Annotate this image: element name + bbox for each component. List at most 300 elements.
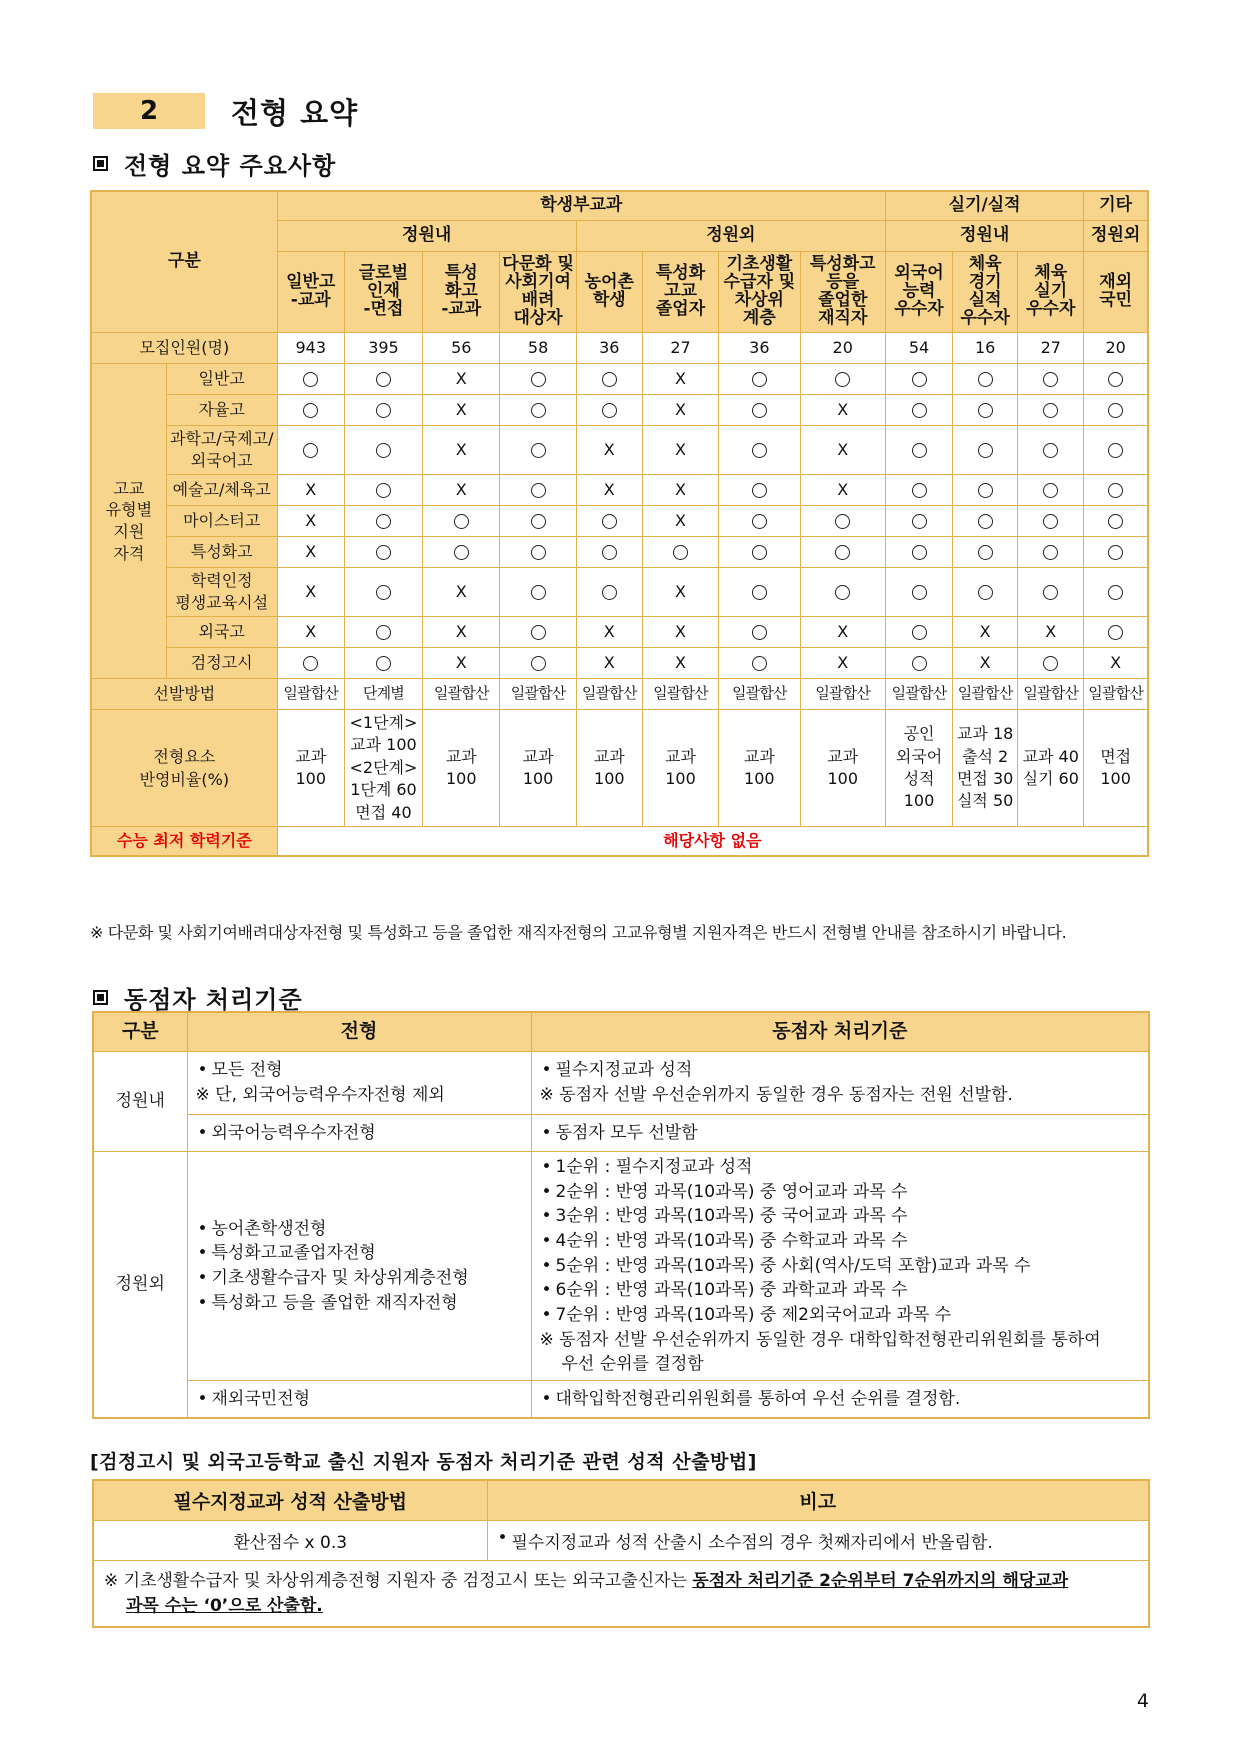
recruit-count: 27 (642, 333, 718, 364)
subheading-tiebreak-text: 동점자 처리기준 (124, 986, 303, 1014)
tiebreak-header-criteria: 동점자 처리기준 (531, 1012, 1149, 1052)
eligibility-cell (277, 648, 344, 679)
x-mark: X (603, 652, 615, 672)
cell-line: 교과 (593, 746, 625, 766)
header-quota-in: 정원내 (277, 221, 576, 252)
cell-line: -면접 (363, 298, 404, 319)
list-item: ※ 동점자 선발 우선순위까지 동일한 경우 동점자는 전원 선발함. (539, 1085, 1013, 1105)
eligibility-cell (423, 475, 500, 506)
cell-line: 능력 (902, 281, 936, 302)
calc-remark-cell (487, 1521, 1149, 1561)
cell-line: 마이스터고 (183, 511, 261, 531)
eligibility-cell (719, 648, 800, 679)
tiebreak-type-cell (187, 1052, 531, 1115)
calc-header-remark: 비고 (487, 1480, 1149, 1521)
cell-line: 면접 30 (956, 769, 1014, 788)
circle-icon (1043, 443, 1058, 458)
circle-icon (912, 625, 927, 640)
eligibility-cell (277, 537, 344, 568)
header-quota-out: 정원외 (576, 221, 885, 252)
school-type-label (166, 364, 277, 395)
cell-line: 졸업자 (655, 298, 706, 319)
cell-line: 검정고시 (190, 653, 253, 673)
x-mark: X (979, 652, 991, 672)
school-type-group-label (91, 364, 166, 679)
eligibility-cell (953, 506, 1018, 537)
eligibility-cell (500, 568, 576, 617)
square-bullet-icon (93, 990, 108, 1005)
circle-icon (531, 372, 546, 387)
circle-icon (1043, 585, 1058, 600)
eligibility-cell (1018, 475, 1084, 506)
eligibility-cell (719, 617, 800, 648)
header-track (277, 252, 344, 333)
x-mark: X (675, 621, 686, 641)
calc-method-table (92, 1479, 1150, 1628)
calc-remark: • 필수지정교과 성적 산출시 소수점의 경우 첫째자리에서 반올림함. (496, 1528, 1149, 1553)
circle-icon (1108, 403, 1123, 418)
school-type-label (166, 506, 277, 537)
circle-icon (303, 443, 318, 458)
eligibility-cell (576, 475, 642, 506)
calc-note (93, 1561, 1149, 1628)
cell-line: 특성화고 (809, 254, 876, 275)
selection-method: 일괄합산 (642, 679, 718, 710)
circle-icon (912, 483, 927, 498)
eligibility-cell (800, 537, 885, 568)
recruit-count: 58 (500, 333, 576, 364)
selection-method: 일괄합산 (719, 679, 800, 710)
circle-icon (602, 585, 617, 600)
ratio-cell (500, 710, 576, 827)
circle-icon (531, 625, 546, 640)
cell-line: 실기 (1034, 281, 1068, 302)
list-item: • 외국어능력우수자전형 (196, 1121, 523, 1146)
cell-line: 100 (295, 769, 326, 788)
cell-line: 100 (665, 769, 696, 788)
list-item: • 재외국민전형 (196, 1387, 523, 1412)
x-mark: X (305, 510, 317, 530)
eligibility-cell (719, 506, 800, 537)
eligibility-cell (719, 426, 800, 475)
cell-line: 지원 (113, 522, 145, 541)
cell-line: 유형별 (105, 500, 153, 520)
circle-icon (1108, 625, 1123, 640)
eligibility-cell (800, 364, 885, 395)
x-mark: X (675, 652, 686, 672)
eligibility-cell (1018, 568, 1084, 617)
circle-icon (912, 372, 927, 387)
x-mark: X (675, 581, 686, 601)
cell-line: 인재 (367, 281, 400, 302)
recruit-count: 54 (885, 333, 952, 364)
x-mark: X (675, 399, 686, 419)
eligibility-cell (719, 568, 800, 617)
x-mark: X (455, 581, 467, 601)
csat-label: 수능 최저 학력기준 (91, 827, 277, 857)
eligibility-cell (953, 648, 1018, 679)
cell-line: 면접 40 (355, 802, 412, 822)
x-mark: X (675, 368, 686, 388)
cell-line: 100 (594, 769, 625, 788)
circle-icon (912, 545, 927, 560)
x-mark: X (837, 399, 849, 419)
eligibility-cell (344, 364, 422, 395)
list-item: ※ 단, 외국어능력우수자전형 제외 (195, 1085, 445, 1105)
x-mark: X (603, 439, 615, 459)
circle-icon (602, 514, 617, 529)
cell-line: 공인 (903, 724, 935, 744)
cell-line: 화고 (444, 281, 478, 302)
list-item: • 농어촌학생전형 (196, 1217, 523, 1242)
page-number: 4 (1136, 1690, 1149, 1712)
cell-line: 경기 (968, 272, 1002, 293)
selection-method: 일괄합산 (423, 679, 500, 710)
list-item: • 동점자 모두 선발함 (540, 1121, 1141, 1146)
cell-line: 100 (522, 769, 554, 788)
circle-icon (303, 372, 318, 387)
cell-line: 면접 (1100, 746, 1132, 766)
recruit-count: 27 (1018, 333, 1084, 364)
eligibility-cell (423, 395, 500, 426)
circle-icon (531, 443, 546, 458)
recruit-count: 20 (800, 333, 885, 364)
x-mark: X (305, 479, 317, 499)
recruit-label: 모집인원(명) (91, 333, 277, 364)
tiebreak-header-type: 전형 (187, 1012, 531, 1052)
header-gubun: 구분 (91, 191, 277, 333)
eligibility-cell (885, 395, 952, 426)
recruit-count: 36 (719, 333, 800, 364)
eligibility-cell (1018, 426, 1084, 475)
eligibility-cell (885, 426, 952, 475)
circle-icon (752, 514, 767, 529)
circle-icon (376, 625, 391, 640)
section-title: 전형 요약 (231, 95, 359, 130)
circle-icon (752, 656, 767, 671)
recruit-count: 943 (277, 333, 344, 364)
cell-line: 교과 40 (1022, 746, 1079, 766)
recruit-count: 16 (953, 333, 1018, 364)
eligibility-cell (1018, 395, 1084, 426)
x-mark: X (675, 439, 686, 459)
eligibility-cell (953, 617, 1018, 648)
cell-line: 100 (1100, 769, 1131, 788)
eligibility-cell (885, 648, 952, 679)
eligibility-cell (500, 475, 576, 506)
eligibility-cell (277, 506, 344, 537)
ratio-cell (953, 710, 1018, 827)
header-track (1018, 252, 1084, 333)
circle-icon (1043, 545, 1058, 560)
circle-icon (303, 403, 318, 418)
eligibility-cell (642, 475, 718, 506)
circle-icon (376, 372, 391, 387)
school-type-label (166, 426, 277, 475)
eligibility-cell (642, 395, 718, 426)
cell-line: <1단계> (349, 713, 418, 733)
eligibility-cell (423, 364, 500, 395)
header-track (344, 252, 422, 333)
cell-line: 배려 (521, 290, 555, 310)
circle-icon (673, 545, 688, 560)
circle-icon (912, 585, 927, 600)
eligibility-cell (800, 506, 885, 537)
list-item: ※ 동점자 선발 우선순위까지 동일한 경우 대학입학전형관리위원회를 통하여 (539, 1329, 1101, 1350)
list-item: • 특성화고 등을 졸업한 재직자전형 (196, 1291, 523, 1316)
circle-icon (602, 372, 617, 387)
cell-line: 글로벌 (358, 263, 409, 284)
cell-line: 학생 (592, 290, 626, 310)
eligibility-cell (500, 648, 576, 679)
eligibility-cell (277, 568, 344, 617)
x-mark: X (603, 621, 615, 641)
header-track (800, 252, 885, 333)
cell-line: 교과 18 (956, 724, 1014, 744)
x-mark: X (979, 621, 991, 641)
list-item: • 필수지정교과 성적 (540, 1058, 1141, 1083)
list-item: • 대학입학전형관리위원회를 통하여 우선 순위를 결정함. (540, 1387, 1141, 1412)
eligibility-cell (800, 475, 885, 506)
eligibility-cell (500, 426, 576, 475)
cell-line: 다문화 및 (502, 254, 574, 275)
calc-note-text: ※ 기초생활수급자 및 차상위계층전형 지원자 중 검정고시 또는 외국고출신자는 (104, 1571, 693, 1591)
selection-method: 일괄합산 (800, 679, 885, 710)
circle-icon (1043, 656, 1058, 671)
eligibility-cell (576, 506, 642, 537)
x-mark: X (455, 479, 467, 499)
circle-icon (376, 514, 391, 529)
header-track (885, 252, 952, 333)
circle-icon (1108, 514, 1123, 529)
circle-icon (912, 656, 927, 671)
circle-icon (835, 372, 850, 387)
ratio-cell (719, 710, 800, 827)
cell-line: 재직자 (818, 307, 868, 328)
circle-icon (1108, 545, 1123, 560)
cell-line: 고교 (113, 478, 145, 498)
circle-icon (376, 656, 391, 671)
x-mark: X (305, 621, 317, 641)
cell-line: 100 (446, 769, 477, 788)
calc-header-method: 필수지정교과 성적 산출방법 (93, 1480, 487, 1521)
circle-icon (978, 443, 993, 458)
header-quota-in-2: 정원내 (885, 221, 1083, 252)
circle-icon (1108, 585, 1123, 600)
csat-value: 해당사항 없음 (277, 827, 1148, 857)
eligibility-cell (800, 568, 885, 617)
cell-line: 1단계 60 (350, 780, 417, 800)
x-mark: X (455, 439, 467, 459)
eligibility-cell (885, 364, 952, 395)
cell-line: 특성화 (655, 263, 706, 284)
eligibility-cell (500, 395, 576, 426)
circle-icon (303, 656, 318, 671)
tiebreak-type-cell (187, 1152, 531, 1381)
eligibility-cell (277, 426, 344, 475)
eligibility-cell (423, 568, 500, 617)
circle-icon (376, 403, 391, 418)
tiebreak-table (92, 1011, 1150, 1419)
cell-line: 실기 60 (1022, 769, 1079, 788)
circle-icon (1108, 443, 1123, 458)
eligibility-cell (344, 426, 422, 475)
cell-line: 외국어고 (190, 451, 253, 470)
cell-line: 우수자 (1026, 298, 1076, 319)
cell-line: 100 (744, 769, 775, 788)
ratio-cell (1018, 710, 1084, 827)
cell-line: 실적 (968, 290, 1002, 310)
list-item: • 모든 전형 (196, 1058, 523, 1083)
eligibility-cell (1018, 364, 1084, 395)
header-track (953, 252, 1018, 333)
eligibility-cell (800, 395, 885, 426)
ratio-cell (642, 710, 718, 827)
eligibility-cell (576, 617, 642, 648)
eligibility-cell (344, 648, 422, 679)
eligibility-cell (1084, 617, 1148, 648)
calc-method-title: [검정고시 및 외국고등학교 출신 지원자 동점자 처리기준 관련 성적 산출방법] (90, 1451, 757, 1473)
eligibility-cell (1018, 648, 1084, 679)
tiebreak-type-cell (187, 1381, 531, 1419)
eligibility-cell (344, 506, 422, 537)
cell-line: 기초생활 (726, 254, 793, 275)
circle-icon (531, 483, 546, 498)
tiebreak-criteria-cell (531, 1052, 1149, 1115)
eligibility-cell (953, 568, 1018, 617)
ratio-cell (423, 710, 500, 827)
eligibility-cell (885, 617, 952, 648)
header-track (1084, 252, 1148, 333)
eligibility-cell (1018, 537, 1084, 568)
ratio-cell (277, 710, 344, 827)
section-number: 2 (93, 93, 205, 129)
eligibility-cell (576, 426, 642, 475)
circle-icon (978, 372, 993, 387)
list-item: 우선 순위를 결정함 (561, 1354, 704, 1375)
recruit-count: 395 (344, 333, 422, 364)
eligibility-cell (953, 475, 1018, 506)
eligibility-cell (576, 568, 642, 617)
circle-icon (835, 585, 850, 600)
eligibility-cell (642, 426, 718, 475)
cell-line: 고교 (664, 281, 697, 302)
cell-line: 실적 50 (956, 791, 1014, 811)
eligibility-cell (423, 426, 500, 475)
circle-icon (752, 585, 767, 600)
eligibility-cell (953, 395, 1018, 426)
cell-line: 외국고 (198, 622, 245, 642)
x-mark: X (455, 621, 467, 641)
eligibility-cell (1084, 506, 1148, 537)
eligibility-cell (642, 617, 718, 648)
selection-method: 일괄합산 (885, 679, 952, 710)
circle-icon (531, 656, 546, 671)
cell-line: 반영비율(%) (139, 770, 230, 789)
method-label: 선발방법 (91, 679, 277, 710)
tiebreak-header-gubun: 구분 (93, 1012, 187, 1052)
cell-line: 등을 (826, 272, 860, 293)
circle-icon (454, 514, 469, 529)
cell-line: 교과 (665, 746, 696, 766)
eligibility-cell (1084, 364, 1148, 395)
eligibility-cell (344, 395, 422, 426)
subheading-summary (93, 146, 336, 181)
circle-icon (1043, 403, 1058, 418)
circle-icon (376, 545, 391, 560)
cell-line: <2단계> (349, 757, 418, 777)
x-mark: X (837, 621, 849, 641)
eligibility-cell (1084, 426, 1148, 475)
eligibility-cell (576, 364, 642, 395)
list-item: • 4순위 : 반영 과목(10과목) 중 수학교과 과목 수 (540, 1229, 1141, 1254)
list-item: • 2순위 : 반영 과목(10과목) 중 영어교과 과목 수 (540, 1180, 1141, 1205)
ratio-cell (344, 710, 422, 827)
cell-line: 계층 (742, 307, 776, 328)
x-mark: X (455, 652, 467, 672)
circle-icon (1108, 483, 1123, 498)
cell-line: 자격 (113, 543, 145, 563)
tiebreak-group-jeongwonoe: 정원외 (93, 1152, 187, 1419)
header-practical: 실기/실적 (885, 191, 1083, 221)
x-mark: X (1045, 621, 1057, 641)
school-type-label (166, 648, 277, 679)
cell-line: 특성화고 (190, 542, 253, 562)
subheading-summary-text: 전형 요약 주요사항 (124, 152, 337, 180)
eligibility-cell (642, 506, 718, 537)
eligibility-cell (423, 537, 500, 568)
cell-line: 100 (827, 769, 858, 788)
header-student-record: 학생부교과 (277, 191, 885, 221)
cell-line: 전형요소 (153, 746, 216, 766)
cell-line: 자율고 (198, 400, 245, 420)
x-mark: X (675, 479, 686, 499)
school-type-label (166, 395, 277, 426)
eligibility-cell (423, 506, 500, 537)
circle-icon (602, 403, 617, 418)
eligibility-cell (642, 364, 718, 395)
eligibility-cell (953, 537, 1018, 568)
cell-line: 교과 (743, 746, 775, 766)
eligibility-cell (576, 537, 642, 568)
x-mark: X (305, 541, 317, 561)
ratio-label (91, 710, 277, 827)
header-track (642, 252, 718, 333)
eligibility-cell (344, 537, 422, 568)
eligibility-cell (719, 395, 800, 426)
selection-method: 일괄합산 (500, 679, 576, 710)
eligibility-cell (800, 426, 885, 475)
ratio-cell (1084, 710, 1148, 827)
school-type-label (166, 568, 277, 617)
circle-icon (531, 545, 546, 560)
cell-line: 체육 (968, 254, 1002, 275)
eligibility-cell (423, 617, 500, 648)
circle-icon (1043, 514, 1058, 529)
eligibility-cell (277, 475, 344, 506)
selection-method: 일괄합산 (576, 679, 642, 710)
eligibility-cell (800, 617, 885, 648)
list-item: • 7순위 : 반영 과목(10과목) 중 제2외국어교과 과목 수 (540, 1303, 1141, 1328)
cell-line: 우수자 (894, 298, 944, 319)
eligibility-cell (576, 648, 642, 679)
eligibility-cell (500, 617, 576, 648)
list-item: • 특성화고교졸업자전형 (196, 1241, 523, 1266)
cell-line: 차상위 (734, 290, 784, 310)
eligibility-cell (953, 364, 1018, 395)
recruit-count: 20 (1084, 333, 1148, 364)
circle-icon (376, 443, 391, 458)
